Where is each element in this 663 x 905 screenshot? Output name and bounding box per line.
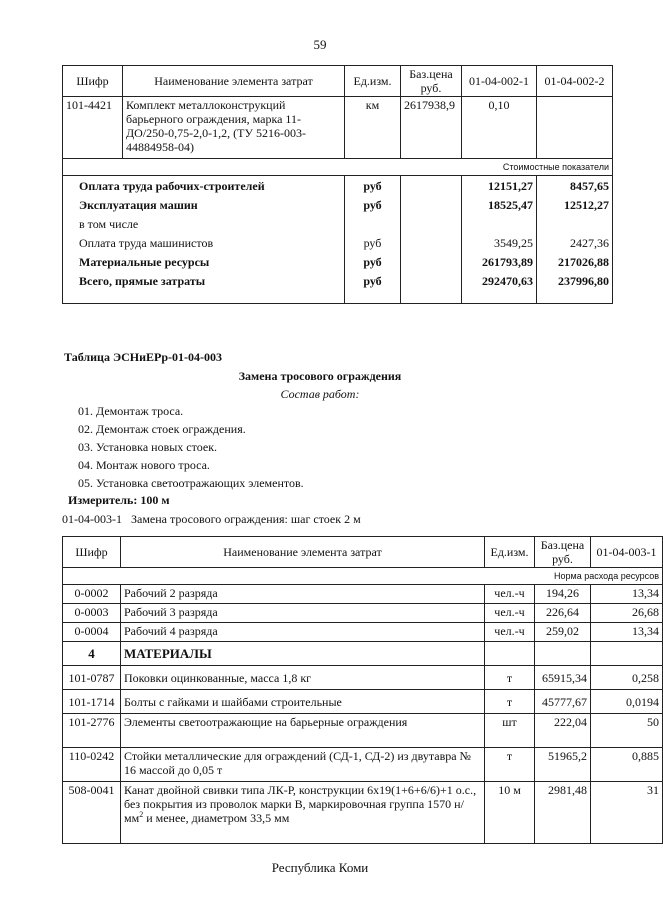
row-unit: чел.-ч [485, 585, 535, 604]
row-code: 0-0004 [63, 623, 121, 642]
list-item: 05. Установка светоотражающих элементов. [78, 476, 304, 490]
row-unit: чел.-ч [485, 623, 535, 642]
summary-value: 12151,27 [488, 179, 533, 193]
norm-label: Норма расхода ресурсов [63, 568, 663, 585]
materials-title: МАТЕРИАЛЫ [121, 642, 485, 666]
footer: Республика Коми [271, 860, 369, 875]
table-row [63, 97, 613, 159]
table-row [63, 623, 663, 642]
summary-values-2 [537, 176, 613, 304]
summary-value: 12512,27 [564, 198, 609, 212]
table-row [63, 714, 663, 748]
row-name: Комплект металлоконструкций барьерного ограждения, марка 11-ДО/250-0,75-2,0-1,2, (ТУ 5216-003-44884958-04) [123, 97, 345, 159]
row-name: Рабочий 4 разряда [121, 623, 485, 642]
summary-value: 2427,36 [570, 236, 609, 250]
summary-value: 217026,88 [558, 255, 609, 269]
list-item: 02. Демонтаж стоек ограждения. [78, 422, 246, 436]
table-row [63, 748, 663, 782]
materials-header-row [63, 642, 663, 666]
summary-unit [348, 217, 397, 236]
row-price: 259,02 [535, 623, 591, 642]
row-name: Болты с гайками и шайбами строительные [121, 690, 485, 714]
summary-unit: руб [363, 274, 382, 288]
row-value: 0,258 [591, 666, 663, 690]
resources-table [62, 536, 663, 844]
summary-price-empty [401, 176, 462, 304]
row-unit: чел.-ч [485, 604, 535, 623]
row-price: 51965,2 [535, 748, 591, 782]
row-name: Поковки оцинкованные, масса 1,8 кг [121, 666, 485, 690]
row-value: 31 [591, 782, 663, 844]
row-value: 13,34 [591, 585, 663, 604]
summary-value [465, 217, 533, 236]
section-heading: Замена тросового ограждения [238, 369, 402, 383]
row-name: Стойки металлические для ограждений (СД-1, СД-2) из двутавра № 16 массой до 0,05 т [121, 748, 485, 782]
summary-value: 8457,65 [570, 179, 609, 193]
row-value-2 [537, 97, 613, 159]
row-code: 508-0041 [63, 782, 121, 844]
table-title: Таблица ЭСНиЕРр-01-04-003 [64, 350, 223, 364]
header-code: Шифр [63, 66, 123, 97]
summary-name: Материальные ресурсы [79, 255, 210, 269]
list-item: 03. Установка новых стоек. [78, 440, 218, 454]
row-code: 0-0002 [63, 585, 121, 604]
summary-value [540, 217, 609, 236]
row-unit: т [485, 666, 535, 690]
summary-value: 237996,80 [558, 274, 609, 288]
page-number: 59 [313, 37, 327, 52]
section-subheading: Состав работ: [280, 387, 360, 401]
row-price: 222,04 [535, 714, 591, 748]
row-value: 0,0194 [591, 690, 663, 714]
cost-indicators-label: Стоимостные показатели [63, 159, 613, 176]
row-code: 101-2776 [63, 714, 121, 748]
header-code: Шифр [63, 537, 121, 568]
row-code: 110-0242 [63, 748, 121, 782]
table-row [63, 585, 663, 604]
row-value: 26,68 [591, 604, 663, 623]
header-col-1: 01-04-002-1 [462, 66, 537, 97]
summary-unit: руб [363, 179, 382, 193]
summary-unit: руб [363, 255, 382, 269]
summary-units [345, 176, 401, 304]
code-line: 01-04-003-1 Замена тросового ограждения: шаг стоек 2 м [62, 512, 361, 526]
meter: Измеритель: 100 м [68, 493, 170, 507]
row-code: 101-4421 [63, 97, 123, 159]
summary-value: 18525,47 [488, 198, 533, 212]
row-value: 50 [591, 714, 663, 748]
row-unit: шт [485, 714, 535, 748]
summary-name: в том числе [79, 217, 139, 231]
summary-unit: руб [363, 236, 382, 250]
row-price: 2617938,9 [401, 97, 462, 159]
header-col-1: 01-04-003-1 [591, 537, 663, 568]
row-value: 0,885 [591, 748, 663, 782]
row-name: Элементы светоотражающие на барьерные ограждения [121, 714, 485, 748]
header-price: Баз.цена руб. [535, 537, 591, 568]
row-code: 101-1714 [63, 690, 121, 714]
header-name: Наименование элемента затрат [123, 66, 345, 97]
row-name-part: и менее, диаметром 33,5 мм [143, 811, 290, 825]
row-name: Рабочий 2 разряда [121, 585, 485, 604]
summary-value: 292470,63 [482, 274, 533, 288]
table-row [63, 666, 663, 690]
header-unit: Ед.изм. [345, 66, 401, 97]
summary-unit: руб [363, 198, 382, 212]
row-unit: т [485, 748, 535, 782]
summary-name: Оплата труда машинистов [79, 236, 214, 250]
row-name-sup: 2 [139, 810, 144, 819]
row-price: 194,26 [535, 585, 591, 604]
row-code: 0-0003 [63, 604, 121, 623]
header-name: Наименование элемента затрат [121, 537, 485, 568]
summary-value: 3549,25 [494, 236, 533, 250]
summary-name: Эксплуатация машин [79, 198, 198, 212]
row-price: 65915,34 [535, 666, 591, 690]
row-value-1: 0,10 [462, 97, 537, 159]
header-col-2: 01-04-002-2 [537, 66, 613, 97]
summary-names [63, 176, 345, 304]
cost-table [62, 65, 613, 304]
materials-code: 4 [63, 642, 121, 666]
row-name-part: Канат двойной свивки типа ЛК-Р, конструкции 6х19(1+6+6/6)+1 о.с., без покрытия из проволок марки В, маркировочная группа 1570 н/мм [124, 783, 477, 825]
summary-values-1 [462, 176, 537, 304]
header-price: Баз.цена руб. [401, 66, 462, 97]
row-unit: 10 м [485, 782, 535, 844]
summary-name: Всего, прямые затраты [79, 274, 206, 288]
works-list [78, 402, 304, 492]
table-row [63, 782, 663, 844]
list-item: 04. Монтаж нового троса. [78, 458, 210, 472]
row-name: Рабочий 3 разряда [121, 604, 485, 623]
row-unit: т [485, 690, 535, 714]
row-price: 226,64 [535, 604, 591, 623]
row-code: 101-0787 [63, 666, 121, 690]
table-row [63, 604, 663, 623]
summary-value: 261793,89 [482, 255, 533, 269]
table-row [63, 690, 663, 714]
list-item: 01. Демонтаж троса. [78, 404, 184, 418]
row-price: 2981,48 [535, 782, 591, 844]
summary-name: Оплата труда рабочих-строителей [79, 179, 265, 193]
row-unit: км [345, 97, 401, 159]
row-value: 13,34 [591, 623, 663, 642]
row-name [121, 782, 485, 844]
header-unit: Ед.изм. [485, 537, 535, 568]
row-price: 45777,67 [535, 690, 591, 714]
